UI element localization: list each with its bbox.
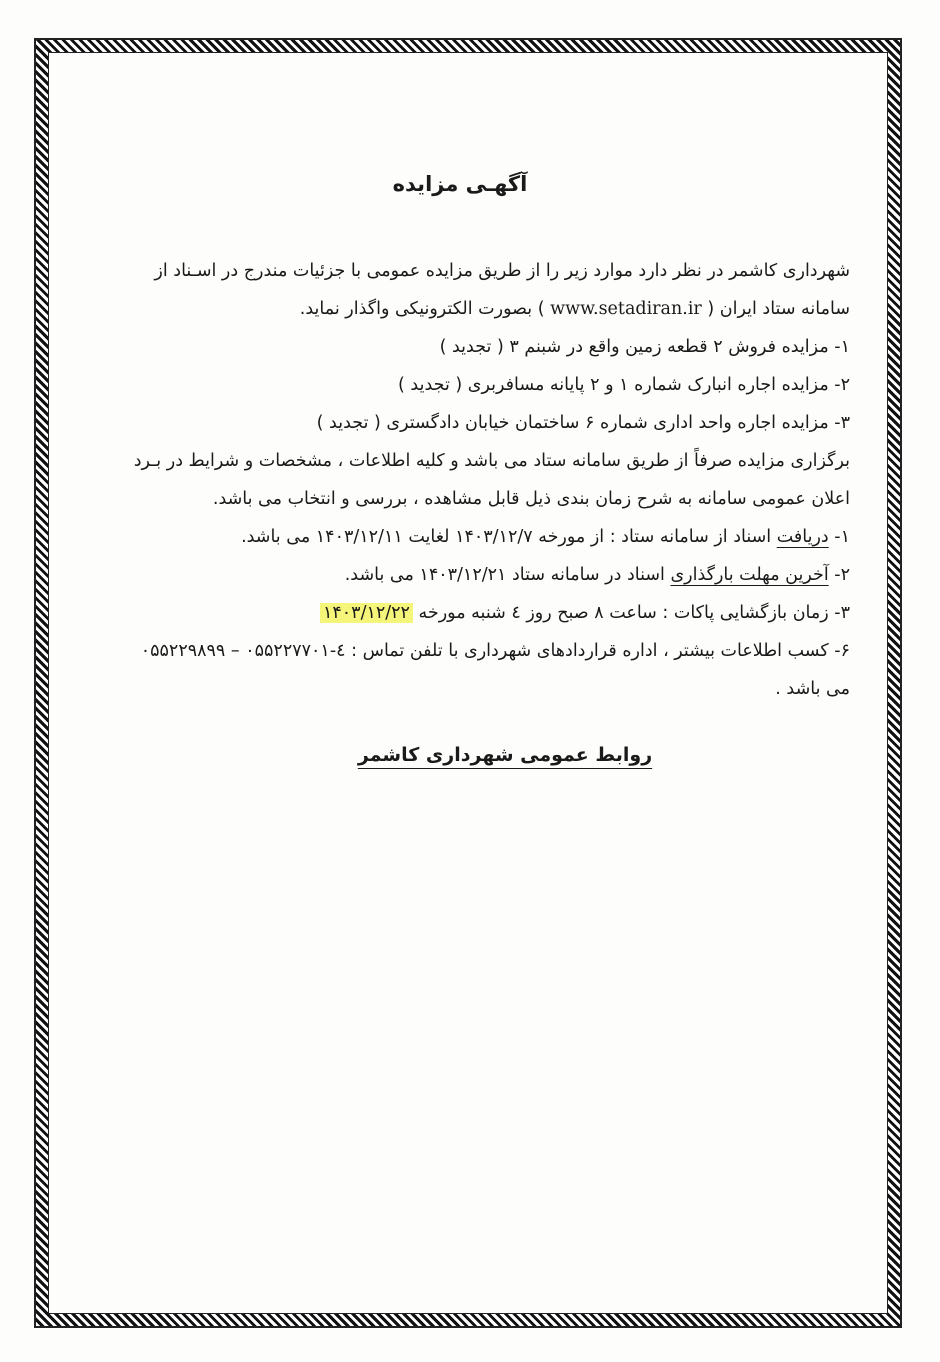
highlighted-opening-date: ۱۴۰۳/۱۲/۲۲ <box>320 603 413 623</box>
conditions-line-1: برگزاری مزایده صرفاً از طریق سامانه ستاد می باشد و کلیه اطلاعات ، مشخصات و شرایط در بـرد <box>133 451 850 471</box>
conditions-line-2: اعلان عمومی سامانه به شرح زمان بندی ذیل قابل مشاهده ، بررسی و انتخاب می باشد. <box>212 489 850 509</box>
schedule-item-4-line-1: ۶- کسب اطلاعات بیشتر ، اداره قراردادهای شهرداری با تلفن تماس : ٤-۰۵۵۲۲۷۷۰۱ – ۰۵۵۲۲۹۸۹۹ <box>140 641 850 661</box>
intro-paragraph <box>80 252 850 328</box>
signature-text: روابط عمومی شهرداری کاشمر <box>357 744 653 766</box>
notice-content <box>80 160 850 766</box>
intro-line-1: شهرداری کاشمر در نظر دارد موارد زیر را از طریق مزایده عمومی با جزئیات مندرج در اسـناد از <box>154 261 850 281</box>
intro-line-2-pre: سامانه ستاد ایران ( <box>707 299 850 319</box>
schedule-item-1-num: ۱- <box>828 527 850 547</box>
intro-line-2 <box>80 290 850 328</box>
schedule-item-4-line-2: می باشد . <box>775 679 850 699</box>
signature-block <box>160 744 850 766</box>
schedule-item-3-text: ۳- زمان بازگشایی پاکات : ساعت ۸ صبح روز ٤ شنبه مورخه <box>412 603 850 623</box>
notice-title: آگهـی مزایده <box>392 172 528 196</box>
schedule-item-3 <box>80 594 850 632</box>
item-2: ۲- مزایده اجاره انبارک شماره ۱ و ۲ پایانه مسافربری ( تجدید ) <box>398 375 850 395</box>
website-link[interactable]: www.setadiran.ir <box>550 299 702 319</box>
schedule-item-2-rest: اسناد در سامانه ستاد ۱۴۰۳/۱۲/۲۱ می باشد. <box>344 565 671 585</box>
schedule-item-2-underlined: آخرین مهلت بارگذاری <box>670 565 829 585</box>
schedule-item-1 <box>80 518 850 556</box>
intro-line-2-post: ) بصورت الکترونیکی واگذار نماید. <box>299 299 545 319</box>
item-3: ۳- مزایده اجاره واحد اداری شماره ۶ ساختمان خیابان دادگستری ( تجدید ) <box>316 413 850 433</box>
item-1: ۱- مزایده فروش ۲ قطعه زمین واقع در شبنم ۳ ( تجدید ) <box>439 337 850 357</box>
schedule-item-2 <box>80 556 850 594</box>
schedule-item-1-rest: اسناد از سامانه ستاد : از مورخه ۱۴۰۳/۱۲/۷ لغایت ۱۴۰۳/۱۲/۱۱ می باشد. <box>241 527 777 547</box>
schedule-item-2-num: ۲- <box>828 565 850 585</box>
schedule-item-1-underlined: دریافت <box>776 527 829 547</box>
